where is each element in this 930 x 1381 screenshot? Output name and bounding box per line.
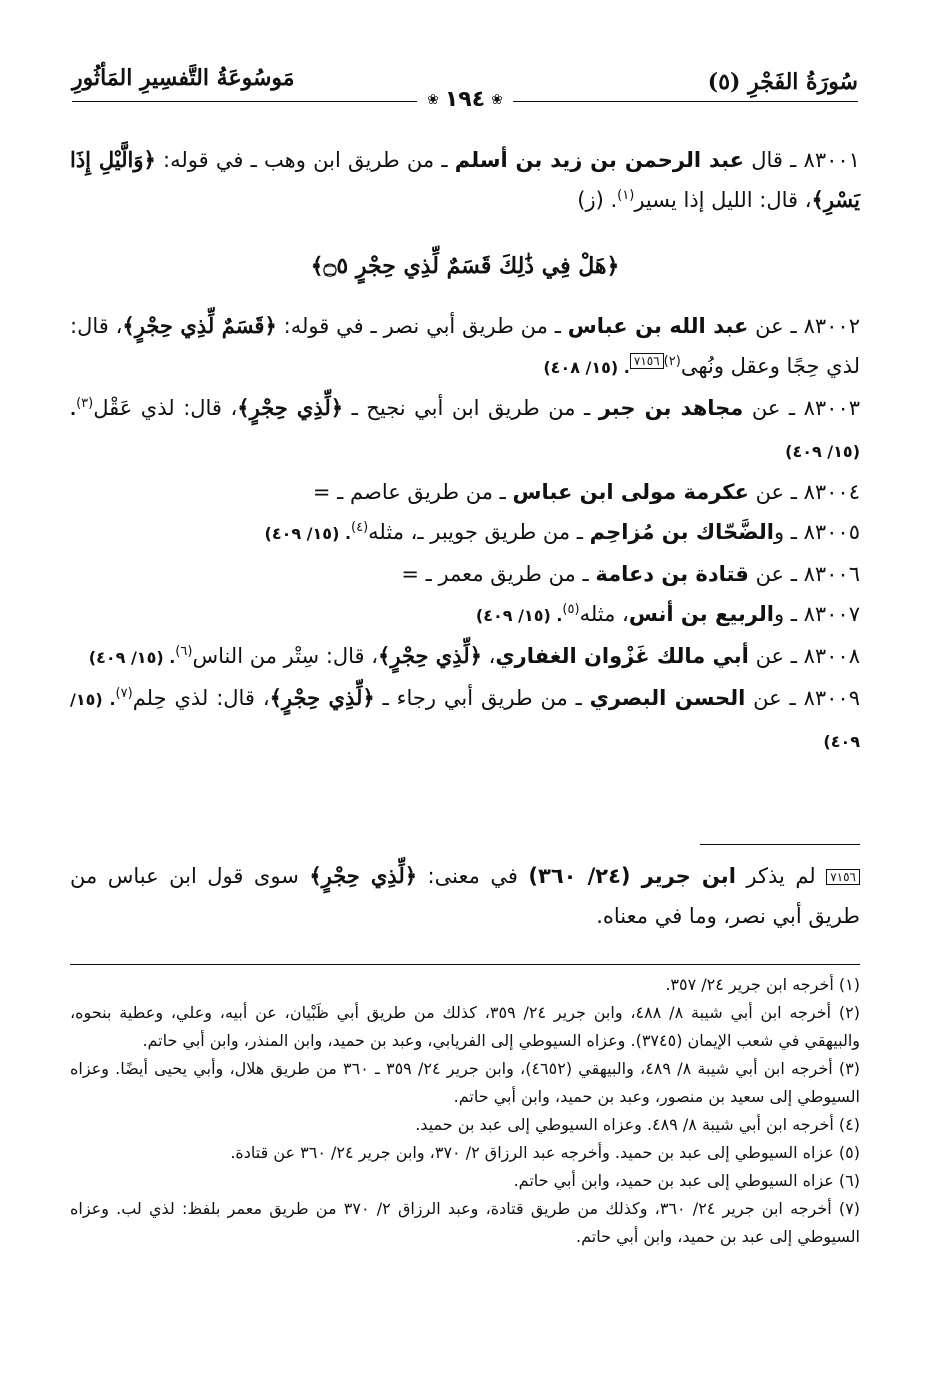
reference: . (١٥/ ٤٠٩) — [70, 400, 860, 461]
reference: . (١٥/ ٤٠٩) — [70, 690, 860, 751]
entry-83009: ٨٣٠٠٩ ـ عن الحسن البصري ـ من طريق أبي رجاء ـ ﴿لِّذِي حِجْرٍ﴾، قال: لذي حِلم$^{(٧)}$. (١٥/ ٤٠٩) — [70, 685, 860, 751]
footnote-item: (٥) عزاه السيوطي إلى عبد بن حميد. وأخرجه عبد الرزاق ٢/ ٣٧٠، وابن جرير ٢٤/ ٣٦٠ عن قتادة. — [230, 1143, 860, 1162]
ornament-icon: ❀ — [491, 91, 503, 108]
footnote-separator — [70, 964, 860, 965]
narrator-name: الحسن البصري — [589, 686, 746, 710]
entry-83002: ٨٣٠٠٢ ـ عن عبد الله بن عباس ـ من طريق أبي نصر ـ في قوله: ﴿قَسَمٌ لِّذِي حِجْرٍ﴾، قال: لذي حِجًا وعقل ونُهى$^{(٢)}$٧١٥٦. (١٥/ ٤٠٨) — [70, 313, 860, 378]
footnotes — [70, 964, 860, 1251]
reference: . (١٥/ ٤٠٨) — [543, 358, 630, 377]
footnote-item: (٤) أخرجه ابن أبي شيبة ٨/ ٤٨٩. وعزاه السيوطي إلى عبد بن حميد. — [415, 1115, 860, 1134]
footnote-marker: (٦) — [175, 644, 193, 659]
entry-83001: ٨٣٠٠١ ـ قال عبد الرحمن بن زيد بن أسلم ـ من طريق ابن وهب ـ في قوله: ﴿وَالَّيْلِ إِذَا يَسْرِ﴾، قال: الليل إذا يسير$^{(١)}$. (ز) — [70, 147, 860, 212]
reference: . (١٥/ ٤٠٩) — [264, 524, 352, 543]
entry-83005: ٨٣٠٠٥ ـ والضَّحّاك بن مُزاحِم ـ من طريق جويبر ـ، مثله$^{(٤)}$. (١٥/ ٤٠٩) — [264, 520, 860, 544]
footnote-marker: (٥) — [562, 602, 580, 617]
narrator-name: عبد الله بن عباس — [567, 314, 749, 338]
footnote-item: (٢) أخرجه ابن أبي شيبة ٨/ ٤٨٨، وابن جرير ٢٤/ ٣٥٩، كذلك من طريق أبي ظَبْيان، عن أبيه، وعلي، وعطية بنحوه، والبيهقي في شعب الإيمان (٣٧٤٥). وعزاه السيوطي إلى الفريابي، وعبد بن حميد، وابن المنذر، وابن أبي حاتم. — [70, 1003, 860, 1050]
narrator-name: الربيع بن أنس — [628, 602, 774, 626]
footnote-marker: (٣) — [76, 396, 94, 411]
footnote-item: (٦) عزاه السيوطي إلى عبد بن حميد، وابن أبي حاتم. — [513, 1171, 860, 1190]
ornament-icon: ❀ — [427, 91, 439, 108]
main-text — [70, 140, 860, 762]
book-title: مَوسُوعَةُ التَّفسِيرِ المَأثُورِ — [72, 65, 295, 91]
footnote-item: (٧) أخرجه ابن جرير ٢٤/ ٣٦٠، وكذلك من طريق قتادة، وعبد الرزاق ٢/ ٣٧٠ من طريق معمر بلفظ: لذي لب. وعزاه السيوطي إلى عبد بن حميد، وابن أبي حاتم. — [70, 1199, 861, 1246]
narrator-name: قتادة بن دعامة — [595, 562, 749, 586]
surah-title: سُورَةُ الفَجْرِ (٥) — [707, 69, 858, 95]
narrator-name: عكرمة مولى ابن عباس — [512, 480, 749, 504]
narrator-name: عبد الرحمن بن زيد بن أسلم — [454, 148, 744, 172]
editor-note: ٧١٥٦ لم يذكر ابن جرير (٢٤/ ٣٦٠) في معنى: ﴿لِّذِي حِجْرٍ﴾ سوى قول ابن عباس من طريق أبي نصر، وما في معناه. — [70, 863, 860, 928]
entry-83007: ٨٣٠٠٧ ـ والربيع بن أنس، مثله$^{(٥)}$. (١٥/ ٤٠٩) — [475, 602, 860, 626]
page-number: ١٩٤ — [444, 87, 486, 112]
quran-quote: ﴿لِّذِي حِجْرٍ﴾ — [237, 395, 344, 420]
quran-quote: ﴿قَسَمٌ لِّذِي حِجْرٍ﴾ — [122, 313, 277, 338]
note-number-box: ٧١٥٦ — [630, 353, 664, 369]
reference: . (١٥/ ٤٠٩) — [475, 606, 563, 625]
footnote-marker: (٤) — [351, 520, 369, 535]
narrator-name: ابن جرير (٢٤/ ٣٦٠) — [528, 864, 736, 888]
narrator-name: الضَّحّاك بن مُزاحِم — [589, 520, 774, 544]
ayah-heading: ﴿هَلْ فِي ذَٰلِكَ قَسَمٌ لِّذِي حِجْرٍ ۝٥﴾ — [310, 253, 620, 279]
footnote-item: (١) أخرجه ابن جرير ٢٤/ ٣٥٧. — [665, 975, 860, 994]
page-header — [72, 55, 858, 112]
footnote-marker: (٧) — [115, 686, 133, 701]
entry-83004: ٨٣٠٠٤ ـ عن عكرمة مولى ابن عباس ـ من طريق عاصم ـ = — [312, 480, 860, 504]
reference: . (١٥/ ٤٠٩) — [88, 648, 176, 667]
entry-83008: ٨٣٠٠٨ ـ عن أبي مالك غَزْوان الغفاري، ﴿لِّذِي حِجْرٍ﴾، قال: سِتْر من الناس$^{(٦)}$. (١٥/ ٤٠٩) — [88, 643, 860, 668]
note-number-box: ٧١٥٦ — [826, 869, 860, 885]
footnote-marker: (٢) — [663, 354, 681, 369]
entry-83006: ٨٣٠٠٦ ـ عن قتادة بن دعامة ـ من طريق معمر ـ = — [401, 562, 860, 586]
narrator-name: أبي مالك غَزْوان الغفاري — [495, 644, 749, 668]
quran-quote: ﴿وَالَّيْلِ إِذَا يَسْرِ﴾ — [70, 147, 860, 212]
narrator-name: مجاهد بن جبر — [598, 396, 744, 420]
quran-quote: ﴿لِّذِي حِجْرٍ﴾ — [269, 685, 375, 710]
entry-83003: ٨٣٠٠٣ ـ عن مجاهد بن جبر ـ من طريق ابن أبي نجيح ـ ﴿لِّذِي حِجْرٍ﴾، قال: لذي عَقْل$^{(٣)}$. (١٥/ ٤٠٩) — [70, 395, 861, 461]
footnote-item: (٣) أخرجه ابن أبي شيبة ٨/ ٤٨٩، والبيهقي (٤٦٥٢)، وابن جرير ٢٤/ ٣٥٩ ـ ٣٦٠ من طريق هلال، وأبي يحيى أيضًا. وعزاه السيوطي إلى سعيد بن منصور، وعبد بن حميد، وابن أبي حاتم. — [70, 1059, 861, 1106]
quran-quote: ﴿لِّذِي حِجْرٍ﴾ — [378, 643, 482, 668]
page-number-block — [417, 87, 513, 112]
quran-quote: ﴿لِّذِي حِجْرٍ﴾ — [309, 863, 418, 888]
footnote-marker: (١) — [617, 188, 635, 203]
note-separator — [700, 844, 860, 845]
